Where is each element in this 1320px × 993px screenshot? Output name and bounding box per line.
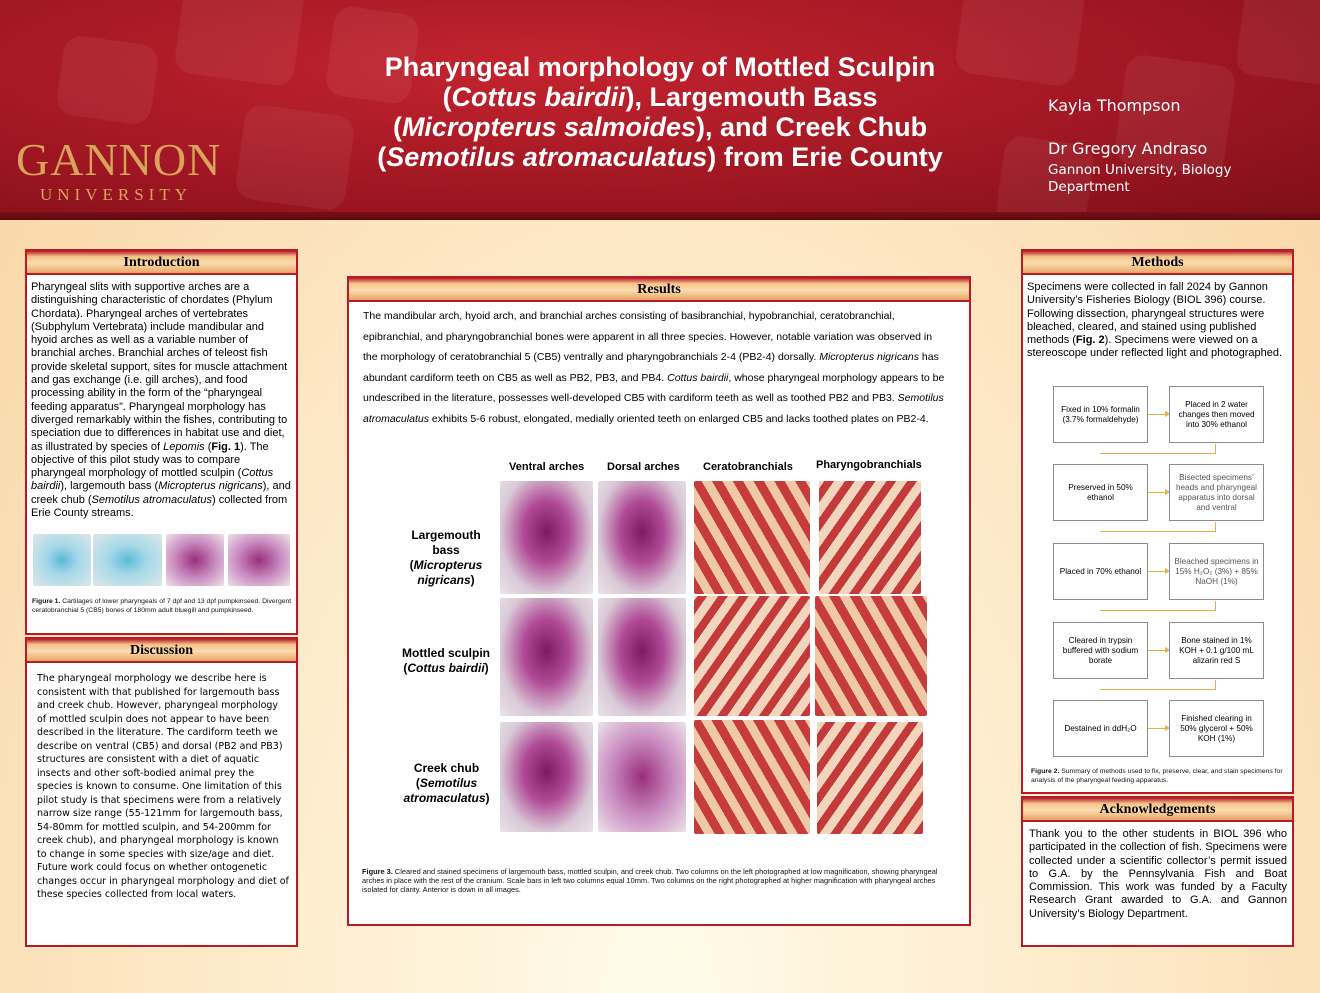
column-heading-ceratobranchials: Ceratobranchials <box>703 461 793 473</box>
results-text: The mandibular arch, hyoid arch, and branchial arches consisting of basibranchial, hypobranchial, ceratobranchial, epibranchial, and pharyngobranchial bones were apparent in all three species. However, notable variation was observed in the morphology of ceratobranchial 5 (CB5) ventrally and pharyngobranchials 2-4 (PB2-4) dorsally. Micropterus nigricans has abundant cardiform teeth on CB5 as well as PB2, PB3, and PB4. Cottus bairdii, whose pharyngeal morphology appears to be undescribed in the literature, possesses well-developed CB5 with cardiform teeth as well as toothed PB2 and PB3. Semotilus atromaculatus exhibits 5-6 robust, elongated, medially oriented teeth on enlarged CB5 and lacks toothed plates on PB2-4. <box>363 310 945 425</box>
photo-chub-ceratobranchials <box>694 720 810 834</box>
photo-bass-dorsal <box>598 481 686 594</box>
methods-panel <box>1021 249 1294 794</box>
photo-chub-ventral <box>500 722 593 832</box>
figure1-image-pumpkinseed-cb5 <box>228 534 290 586</box>
results-heading: Results <box>349 278 969 302</box>
affiliation: Gannon University, Biology Department <box>1048 162 1232 195</box>
advisor-name: Dr Gregory Andraso <box>1048 139 1208 158</box>
university-logo-subtitle: UNIVERSITY <box>40 185 192 204</box>
flow-step-alizarin: Bone stained in 1% KOH + 0.1 g/100 mL alizarin red S <box>1169 622 1264 679</box>
row-label-mottled-sculpin: Mottled sculpin (Cottus bairdii) <box>402 646 490 675</box>
figure1-image-cartilage-13dpf <box>93 534 162 586</box>
acknowledgements-text: Thank you to the other students in BIOL 396 who participated in the collection of fish. Specimens were collected under a scientific collector’s permit issued to G.A. by the Pennsylvania Fish and Boat Commission. This work was funded by a Faculty Research Grant awarded to G.A. and Gannon University’s Biology Department. <box>1029 828 1287 920</box>
figure1-image-bluegill-cb5 <box>166 534 224 586</box>
figure2-caption: Figure 2. Summary of methods used to fix, preserve, clear, and stain specimens for analysis of the pharyngeal feeding apparatus. <box>1031 768 1283 784</box>
row-label-largemouth-bass: Largemouth bass (Micropterus nigricans) <box>409 528 483 587</box>
photo-bass-ventral <box>500 481 593 594</box>
figure1-caption: Figure 1. Cartilages of lower pharyngeals of 7 dpf and 13 dpf pumpkinseed. Divergent ceratobranchial 5 (CB5) bones of 180mm adult bluegill and pumpkinseed. <box>32 598 292 614</box>
photo-sculpin-ceratobranchials <box>694 596 810 716</box>
introduction-panel <box>25 249 298 635</box>
university-logo: GANNON <box>16 134 222 185</box>
flow-step-bleach: Bleached specimens in 15% H₂O₂ (3%) + 85% NaOH (1%) <box>1169 543 1264 600</box>
photo-sculpin-dorsal <box>598 598 686 716</box>
flow-arrow <box>1148 571 1169 572</box>
row-label-creek-chub: Creek chub (Semotilus atromaculatus) <box>403 761 490 805</box>
flow-connector <box>1100 601 1216 611</box>
column-heading-dorsal: Dorsal arches <box>607 461 680 473</box>
photo-bass-ceratobranchials <box>694 481 810 594</box>
photo-sculpin-pharyngobranchials <box>815 596 927 716</box>
column-heading-pharyngobranchials: Pharyngobranchials <box>816 459 922 471</box>
flow-arrow <box>1148 650 1169 651</box>
introduction-heading: Introduction <box>27 251 296 275</box>
photo-sculpin-ventral <box>500 598 593 716</box>
results-panel <box>347 276 971 926</box>
author-name: Kayla Thompson <box>1048 96 1181 115</box>
flow-step-trypsin: Cleared in trypsin buffered with sodium borate <box>1053 622 1148 679</box>
methods-text: Specimens were collected in fall 2024 by Gannon University’s Fisheries Biology (BIOL 396) course. Following dissection, pharyngeal structures were bleached, cleared, and stained using published methods (Fig. 2). Specimens were viewed on a stereoscope under reflected light and photographed. <box>1027 281 1283 360</box>
flow-step-glycerol: Finished clearing in 50% glycerol + 50% KOH (1%) <box>1169 700 1264 757</box>
flow-connector <box>1100 444 1216 454</box>
flow-step-destain: Destained in ddH₂O <box>1053 700 1148 757</box>
photo-chub-dorsal <box>598 722 686 832</box>
discussion-panel <box>25 637 298 947</box>
discussion-text: The pharyngeal morphology we describe here is consistent with that published for largemouth bass and creek chub. However, pharyngeal morphology of mottled sculpin does not appear to have been described in the literature. The cardiform teeth we describe on ventral (CB5) and dorsal (PB2 and PB3) structures are consistent with a diet of aquatic insects and other soft-bodied animal prey the species is known to consume. One limitation of this pilot study is that specimens were from a relatively narrow size range (55-121mm for largemouth bass, 54-80mm for mottled sculpin, and 54-200mm for creek chub), and pharyngeal morphology is known to change in some species with size/age and diet. Future work could focus on whether ontogenetic changes occur in pharyngeal morphology and diet of these species collected from local waters. <box>37 673 289 900</box>
photo-bass-pharyngobranchials <box>819 481 921 594</box>
flow-step-ethanol-70: Placed in 70% ethanol <box>1053 543 1148 600</box>
flow-step-preserve-50: Preserved in 50% ethanol <box>1053 464 1148 521</box>
discussion-heading: Discussion <box>27 639 296 663</box>
acknowledgements-heading: Acknowledgements <box>1023 798 1292 822</box>
poster-header <box>0 0 1320 220</box>
methods-heading: Methods <box>1023 251 1292 275</box>
poster-title: Pharyngeal morphology of Mottled Sculpin (Cottus bairdii), Largemouth Bass (Micropterus salmoides), and Creek Chub (Semotilus atromaculatus) from Erie County <box>377 52 943 172</box>
flow-arrow <box>1148 414 1169 415</box>
flow-step-water-changes: Placed in 2 water changes then moved into 30% ethanol <box>1169 386 1264 443</box>
flow-step-bisect: Bisected specimens’ heads and pharyngeal apparatus into dorsal and ventral <box>1169 464 1264 521</box>
photo-chub-pharyngobranchials <box>817 722 923 834</box>
column-heading-ventral: Ventral arches <box>509 461 585 473</box>
flow-arrow <box>1148 492 1169 493</box>
figure3-caption: Figure 3. Cleared and stained specimens of largemouth bass, mottled sculpin, and creek chub. Two columns on the left photographed at low magnification, showing pharyngeal arches in place with the rest of the cranium. Scale bars in left two columns equal 10mm. Two columns on the right photographed at higher magnification with pharyngeal arches isolated for clarity. Anterior is down in all images. <box>362 867 938 894</box>
figure1-image-cartilage-7dpf <box>33 534 91 586</box>
flow-step-fix: Fixed in 10% formalin (3.7% formaldehyde) <box>1053 386 1148 443</box>
flow-arrow <box>1148 728 1169 729</box>
flow-connector <box>1100 522 1216 532</box>
flow-connector <box>1100 680 1216 690</box>
acknowledgements-panel <box>1021 796 1294 947</box>
introduction-text: Pharyngeal slits with supportive arches are a distinguishing characteristic of chordates (Phylum Chordata). Pharyngeal arches of vertebrates (Subphylum Vertebrata) include mandibular and hyoid arches as well as a variable number of branchial arches. Branchial arches of teleost fish provide skeletal support, sites for muscle attachment and gas exchange (i.e. gill arches), and food processing ability in the form of the “pharyngeal feeding apparatus”. Pharyngeal morphology has diverged remarkably within the fishes, contributing to speciation due to differences in habitat use and diet, as illustrated by species of Lepomis (Fig. 1). The objective of this pilot study was to compare pharyngeal morphology of mottled sculpin (Cottus bairdii), largemouth bass (Micropterus nigricans), and creek chub (Semotilus atromaculatus) collected from Erie County streams. <box>31 281 291 520</box>
